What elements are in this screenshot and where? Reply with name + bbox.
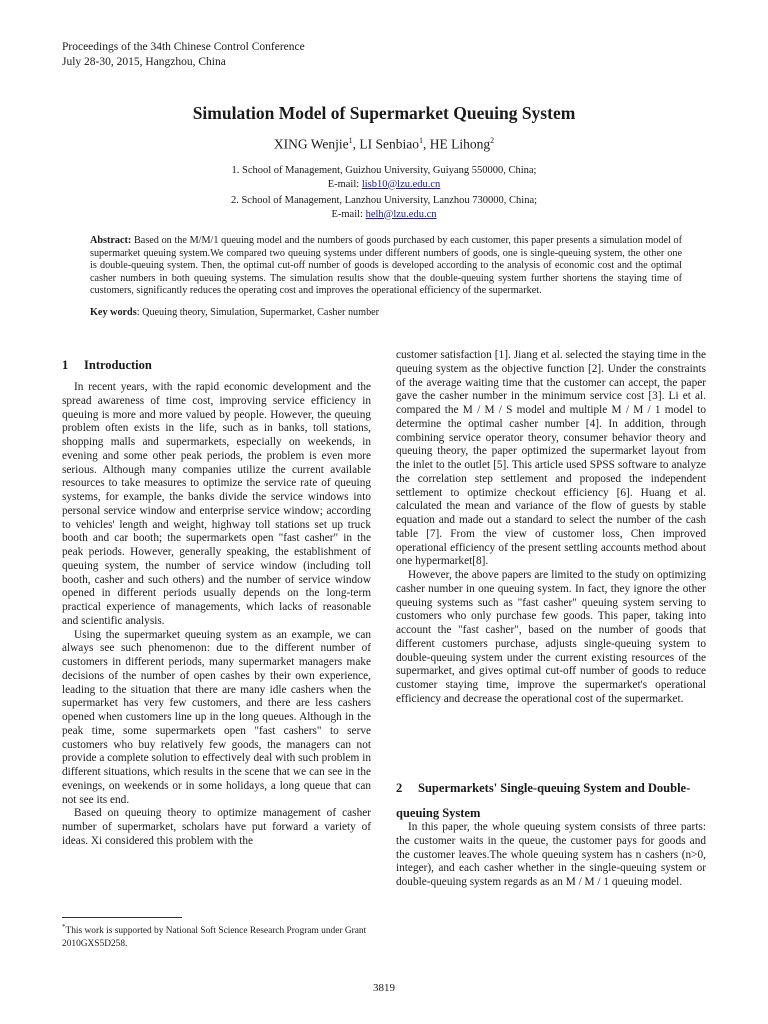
- right-column: [396, 349, 706, 707]
- author-affil-mark: 1: [348, 136, 353, 145]
- footnote-text: This work is supported by National Soft Science Research Program under Grant 2010GXS5D258.: [62, 926, 367, 949]
- proceedings-date: July 28-30, 2015, Hangzhou, China: [62, 55, 226, 68]
- keywords: [90, 307, 682, 320]
- abstract-label: Abstract:: [90, 235, 132, 246]
- page-number: 3819: [373, 982, 395, 994]
- section-title: Introduction: [84, 358, 152, 372]
- affiliation-line: 2. School of Management, Lanzhou University, Lanzhou 730000, China;: [230, 195, 538, 206]
- right-column-continued: [396, 821, 706, 890]
- author-name: LI Senbiao: [359, 136, 420, 152]
- footnote: [62, 921, 372, 950]
- keywords-label: Key words: [90, 307, 137, 318]
- section-number: 2: [396, 781, 403, 795]
- affiliation-1: [0, 164, 768, 191]
- abstract: [90, 235, 682, 298]
- paragraph: Using the supermarket queuing system as an example, we can always see such phenomenon: due to the different number of customers in different periods, many supermarket managers make decisions of the number of open cashes by their own experience, leading to the situation that there are many idle cashers when the supermarket has very few customers, and there are less cashers opened when customers line up in the long queues. Although in the peak time, some supermarkets open "fast cashers" to serve customers who buy relatively few goods, the managers can not provide a complete solution to effectively deal with such problem in different situations, which results in the scene that we can see in the evenings, on weekends or in some holidays, a long queue that can not see its end.: [62, 628, 371, 806]
- paragraph: However, the above papers are limited to the study on optimizing casher number in one queuing system. In fact, they ignore the other queuing systems such as "fast casher" queuing system serving to customers who only purchase few goods. This paper, taking into account the "fast casher", based on the number of goods that different customers purchase, adjusts single-queuing system to double-queuing system under the current existing resources of the supermarket, and gives optimal cut-off number of goods to reduce customer staying time, improve the supermarket's operational efficiency and decrease the operational cost of the supermarket.: [396, 569, 706, 705]
- footnote-divider: [62, 917, 182, 918]
- section-number: 1: [62, 358, 69, 372]
- proceedings-header: [62, 40, 305, 69]
- email-label: E-mail:: [327, 178, 362, 190]
- author-name: XING Wenjie: [273, 136, 349, 152]
- author-separator: ,: [423, 136, 430, 152]
- section-heading-introduction: [62, 358, 152, 373]
- paragraph: In this paper, the whole queuing system consists of three parts: the customer waits in the queue, the customer pays for goods and the customer leaves.The whole queuing system has n cashers (n>0, integer), and each casher whether in the single-queuing system or double-queuing system regards as an M / M / 1 queuing model.: [396, 821, 706, 888]
- left-column: [62, 381, 371, 849]
- keywords-text: : Queuing theory, Simulation, Supermarket, Casher number: [136, 307, 380, 318]
- paragraph: Based on queuing theory to optimize management of casher number of supermarket, scholars have put forward a variety of ideas. Xi considered this problem with the: [62, 807, 371, 847]
- affiliation-2: [0, 194, 768, 221]
- section-title: Supermarkets' Single-queuing System and Double-queuing System: [396, 781, 691, 820]
- footnote-mark: *: [62, 923, 66, 931]
- paragraph: In recent years, with the rapid economic development and the spread awareness of time cost, improving service efficiency in queuing is more and more valued by people. However, the queuing problem often exists in the life, such as in banks, toll stations, shopping malls and supermarkets, especially on weekends, in evening and some other peak periods, the problem is even more serious. Although many companies utilize the current available resources to take measures to optimize the service rate of queuing systems, for example, the banks divide the service windows into personal service window and enterprise service window; according to vehicles' length and weight, highway toll stations set up truck booth and car booth; the supermarkets open "fast casher" in the peak periods. However, generally speaking, the establishment of queuing system, the number of service window (including toll booth, casher and such others) and the number of service window opened in different periods usually depends on the long-term practical experience of managements, which lacks of reasonable and scientific analysis.: [62, 381, 371, 627]
- paragraph: customer satisfaction [1]. Jiang et al. selected the staying time in the queuing system as the objective function [2]. Under the constraints of the average waiting time that the customer can accept, the paper gave the casher number in the minimum service cost [3]. Li et al. compared the M / M / S model and multiple M / M / 1 model to determine the optimal casher number [4]. In addition, through combining service operator theory, consumer behavior theory and queuing theory, the paper optimized the supermarket layout from the inlet to the outlet [5]. This article used SPSS software to analyze the correlation step settlement and proposed the independent settlement to optimize checkout efficiency [6]. Huang et al. calculated the mean and variance of the flow of guests by stable equation and made out a standard to select the number of the cash table [7]. From the view of customer loss, Chen improved operational efficiency of the present settling accounts method about one hypermarket[8].: [396, 349, 706, 568]
- author-list: [0, 136, 768, 153]
- email-label: E-mail:: [331, 208, 366, 220]
- author-name: HE Lihong: [429, 136, 491, 152]
- paper-title: Simulation Model of Supermarket Queuing System: [192, 103, 576, 123]
- abstract-text: Based on the M/M/1 queuing model and the numbers of goods purchased by each customer, this paper presents a simulation model of supermarket queuing system.We compared two queuing systems under different numbers of goods, one is single-queuing system, the other one is double-queuing system. Then, the optimal cut-off number of goods is developed according to the analysis of economic cost and the optimal casher numbers in both queuing systems. The simulation results show that the double-queuing system further shortens the staying time of customers, significantly reduces the operating cost and improves the operational efficiency of the supermarket.: [90, 235, 682, 297]
- email-link[interactable]: lisb10@lzu.edu.cn: [361, 178, 441, 190]
- email-link[interactable]: helh@lzu.edu.cn: [365, 208, 437, 220]
- proceedings-title: Proceedings of the 34th Chinese Control Conference: [62, 41, 305, 53]
- author-separator: ,: [352, 136, 360, 152]
- author-affil-mark: 1: [419, 136, 424, 145]
- affiliation-line: 1. School of Management, Guizhou University, Guiyang 550000, China;: [231, 165, 537, 176]
- author-affil-mark: 2: [490, 136, 495, 145]
- section-heading-queuing-systems: [396, 776, 706, 826]
